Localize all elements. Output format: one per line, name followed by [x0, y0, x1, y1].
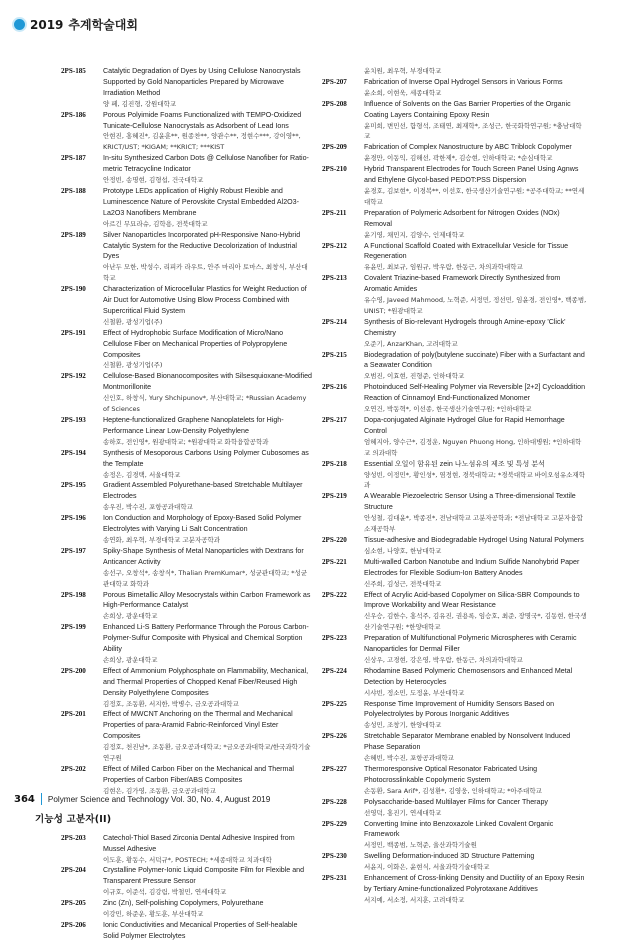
abstract-code: 2PS-213: [322, 274, 347, 283]
abstract-title: Response Time Improvement of Humidity Sensors Based on Polyelectrolytes by Porous Inorganic Additives: [364, 699, 555, 719]
abstract-body: [364, 557, 587, 590]
abstract-body: [103, 328, 313, 372]
abstract-code: 2PS-231: [322, 874, 347, 883]
abstract-authors: 서윤지, 이화은, 윤현식, 서울과학기술대학교: [364, 863, 490, 872]
abstract-authors: 손혜빈, 박수진, 포항공과대학교: [364, 754, 454, 763]
abstract-title: Synthesis of Bio-relevant Hydrogels through Amine-epoxy 'Click' Chemistry: [364, 317, 566, 337]
abstract-authors: 윤기영, 채민지, 김양수, 인제대학교: [364, 230, 465, 239]
abstract-code: 2PS-215: [322, 350, 347, 359]
abstract-code: 2PS-199: [61, 623, 86, 632]
abstract-entry: [322, 415, 587, 459]
abstract-authors: 안정빈, 송명현, 김형섭, 건국대학교: [103, 176, 204, 185]
abstract-entry: [61, 110, 313, 154]
abstract-body: [364, 77, 587, 99]
abstract-body: [103, 898, 313, 920]
abstract-authors: 이도훈, 황동수, 서덕규*, POSTECH; *세종대학교 치과대학: [103, 855, 272, 864]
abstract-authors: 서지예, 서소정, 서지훈, 고려대학교: [364, 895, 465, 904]
abstract-authors: 신인호, 하창식, Yury Shchipunov*, 부산대학교; *Russian Academy of Sciences: [103, 394, 307, 414]
abstract-body: [364, 164, 587, 208]
abstract-authors: 유윤민, 최보규, 임원규, 박우람, 한동근, 차의과학대학교: [364, 263, 523, 272]
abstract-title: Cellulose-Based Bionanocomposites with Silsesquioxane-Modified Montmorillonite: [103, 372, 312, 392]
abstract-code: 2PS-197: [61, 546, 86, 555]
abstract-code: [322, 66, 364, 77]
abstract-entry: [322, 699, 587, 732]
abstract-code: 2PS-188: [61, 186, 86, 195]
abstract-authors: 신주희, 김성근, 전북대학교: [364, 579, 442, 588]
abstract-title: Preparation of Polymeric Adsorbent for Nitrogen Oxides (NOx) Removal: [364, 208, 560, 228]
abstract-body: [103, 110, 313, 154]
abstract-title: Thermoresponsive Optical Resonator Fabricated Using Photocrosslinkable Copolymeric System: [364, 765, 538, 784]
abstract-body: [364, 731, 587, 764]
abstract-authors: 신철환, 광성기업(주): [103, 317, 163, 326]
abstract-code: 2PS-222: [322, 590, 347, 599]
journal-citation: Polymer Science and Technology Vol. 30, No. 4, August 2019: [47, 794, 271, 804]
abstract-body: [103, 371, 313, 415]
abstract-body: [103, 764, 313, 797]
abstract-body: [364, 491, 587, 535]
abstract-entry: [322, 731, 587, 764]
abstract-code: 2PS-207: [322, 77, 347, 86]
abstract-authors: 아난두 모한, 박성수, 리피카 라우트, 안주 마리아 토마스, 최창식, 부산대학교: [103, 263, 308, 283]
abstract-code: 2PS-192: [61, 372, 86, 381]
abstract-body: [103, 153, 313, 186]
abstract-title: Ion Conduction and Morphology of Epoxy-Based Solid Polymer Electrolytes with Varying Li Salt Concentration: [103, 514, 302, 534]
abstract-body: [103, 546, 313, 590]
abstract-authors: 이강민, 하준운, 황도훈, 부산대학교: [103, 910, 204, 919]
abstract-code: 2PS-224: [322, 666, 347, 675]
abstract-title: Catechol-Thiol Based Zirconia Dental Adhesive Inspired from Mussel Adhesive: [103, 833, 295, 853]
abstract-body: [364, 142, 587, 164]
abstract-entry: [61, 230, 313, 285]
abstract-title: Multi-walled Carbon Nanotube and Indium Sulfide Nanohybrid Paper Electrodes for Flexible Sodium-Ion Battery Anodes: [364, 557, 580, 577]
abstract-title: Effect of MWCNT Anchoring on the Thermal and Mechanical Properties of para-Aramid Fabric-Reinforced Vinyl Ester Composites: [103, 710, 293, 741]
abstract-entry: [61, 284, 313, 328]
page-number: 364: [14, 793, 35, 805]
abstract-authors: 선영덕, 홍진기, 연세대학교: [364, 808, 442, 817]
abstract-authors: 김현은, 김가영, 조동환, 금오공과대학교: [103, 786, 216, 795]
abstract-code: 2PS-205: [61, 899, 86, 908]
conference-year: 2019: [30, 17, 64, 32]
abstract-entry: [322, 66, 587, 77]
abstract-authors: 신우승, 김한수, 홍석주, 김유진, 권용록, 임승호, 최준, 장명국*, 김동현, 한국생산기술연구원; *한양대학교: [364, 612, 587, 632]
abstract-title: Effect of Acrylic Acid-based Copolymer on Silica-SBR Compounds to Improve Workability and Wear Resistance: [364, 590, 580, 610]
abstract-title: Characterization of Microcellular Plastics for Weight Reduction of Air Duct for Automotive Using Blow Process Combined with Supercritical Fluid System: [103, 285, 307, 315]
abstract-code: 2PS-217: [322, 416, 347, 424]
abstract-authors: 엄혜지아, 양수근*, 김정운, Nguyen Phuong Hong, 인하대병원; *인하대학교 의과대학: [364, 437, 582, 457]
abstract-authors: 안현진, 홍혜진*, 김윤훈**, 원종찬**, 양관수**, 정현수***, 강이영**, KRICT/UST; *KIGAM; **KRICT; ***KIST: [103, 132, 301, 152]
abstract-body: [364, 382, 587, 415]
abstract-authors: 시샤빈, 정소민, 도정윤, 부산대학교: [364, 688, 465, 697]
abstract-body: [364, 699, 587, 732]
abstract-body: [364, 797, 587, 819]
abstract-entry: [61, 371, 313, 415]
abstract-body: [103, 186, 313, 230]
abstract-title: Heptene-functionalized Graphene Nanoplatelets for High-Performance Linear Low-Density Polyethylene: [103, 416, 284, 435]
abstract-entry: [61, 415, 313, 448]
abstract-authors: 송하호, 전인영*, 원광대학교; *원광대학교 화학융합공학과: [103, 437, 269, 446]
abstract-entry: [322, 535, 587, 557]
abstract-entry: [322, 666, 587, 699]
abstract-title: Prototype LEDs application of Highly Robust Flexible and Luminescence Nature of Perovskite Crystal Embedded Al2O3-La2O3 Nanofibers Membrane: [103, 186, 299, 217]
abstract-title: Effect of Hydrophobic Surface Modification of Micro/Nano Cellulose Fiber on Mechanical Properties of Polypropylene Composites: [103, 328, 288, 359]
abstract-authors: 양성빈, 이정민*, 황인성*, 염정현, 경북대학교; *경북대학교 바이오섬유소재학과: [364, 470, 585, 490]
abstract-body: [364, 851, 587, 873]
abstract-entry: [61, 833, 313, 866]
abstract-title: Fabrication of Complex Nanostructure by ABC Triblock Copolymer: [364, 143, 572, 152]
abstract-code: 2PS-204: [61, 866, 86, 875]
abstract-code: 2PS-214: [322, 317, 347, 326]
abstract-entry: [61, 448, 313, 481]
abstract-title: Fabrication of Inverse Opal Hydrogel Sensors in Various Forms: [364, 77, 563, 86]
left-column: [35, 66, 313, 942]
abstract-code: 2PS-218: [322, 459, 347, 468]
abstract-body: [103, 284, 313, 328]
abstract-authors: 윤미희, 변민선, 함형석, 조태연, 최재학*, 조성근, 한국화학연구원; *충남대학교: [364, 121, 582, 141]
abstract-title: Effect of Milled Carbon Fiber on the Mechanical and Thermal Properties of Carbon Fiber/ABS Composites: [103, 765, 294, 784]
abstract-authors: 송성민, 조창기, 한양대학교: [364, 721, 442, 730]
abstract-entry: [322, 851, 587, 873]
abstract-code: 2PS-187: [61, 154, 86, 163]
abstract-authors: 심소현, 나양호, 한남대학교: [364, 546, 442, 555]
left-abstract-list-2: [61, 833, 313, 942]
abstract-code: 2PS-190: [61, 285, 86, 294]
abstract-entry: [322, 164, 587, 208]
abstract-title: Rhodamine Based Polymeric Chemosensors and Enhanced Metal Detection by Heterocycles: [364, 666, 573, 686]
abstract-body: [103, 480, 313, 513]
abstract-title: Biodegradation of poly(butylene succinate) Fiber with a Surfactant and a Seawater Condition: [364, 350, 585, 370]
abstract-code: 2PS-209: [322, 143, 347, 152]
abstract-title: In-situ Synthesized Carbon Dots @ Cellulose Nanofiber for Ratio-metric Tetracycline Indicator: [103, 154, 309, 174]
abstract-authors: 손희상, 광운대학교: [103, 655, 158, 664]
abstract-authors: 윤경호, 김보현*, 이경복**, 이선호, 한국생산기술연구원; *공주대학교; **연세대학교: [364, 186, 585, 206]
abstract-entry: [322, 797, 587, 819]
abstract-body: [364, 273, 587, 317]
page-footer: [14, 793, 270, 805]
abstract-authors: 김정호, 조동환, 서지한, 박병수, 금오공과대학교: [103, 699, 239, 708]
abstract-title: Photoinduced Self-Healing Polymer via Reversible [2+2] Cycloaddition Reaction of Cinnamoyl End-Functionalized Monomer: [364, 383, 586, 403]
abstract-title: Porous Bimetallic Alloy Mesocrystals within Carbon Framework as High-Performance Catalyst: [103, 590, 311, 610]
abstract-title: Silver Nanoparticles Incorporated pH-Responsive Nano-Hybrid Catalytic System for the Reductive Decolorization of Industrial Dyes: [103, 230, 301, 261]
abstract-body: [103, 66, 313, 110]
abstract-body: [103, 448, 313, 481]
abstract-entry: [61, 764, 313, 797]
abstract-entry: [322, 142, 587, 164]
abstract-code: 2PS-198: [61, 590, 86, 599]
abstract-code: 2PS-223: [322, 634, 347, 643]
abstract-title: Porous Polyimide Foams Functionalized with TEMPO-Oxidized Tunicate-Cellulose Nanocrystals as Adsorbent of Lead Ions: [103, 110, 302, 130]
abstract-entry: [322, 317, 587, 350]
abstract-entry: [61, 513, 313, 546]
abstract-code: 2PS-201: [61, 710, 86, 719]
conference-title: 추계학술대회: [68, 18, 138, 32]
abstract-code: 2PS-225: [322, 699, 347, 708]
abstract-title: Dopa-conjugated Alginate Hydrogel Glue for Rapid Hemorrhage Control: [364, 416, 565, 435]
abstract-code: 2PS-189: [61, 230, 86, 239]
abstract-entry: [322, 208, 587, 241]
abstract-body: [364, 873, 587, 906]
abstract-entry: [61, 153, 313, 186]
abstract-entry: [322, 382, 587, 415]
abstract-title: Gradient Assembled Polyurethane-based Stretchable Multilayer Electrodes: [103, 481, 303, 501]
abstract-body: [364, 764, 587, 797]
abstract-code: 2PS-191: [61, 328, 86, 337]
abstract-title: Ionic Conductivities and Mecanical Properties of Self-healable Solid Polymer Electrolytes: [103, 920, 298, 940]
abstract-title: Crystalline Polymer-Ionic Liquid Composite Film for Flexible and Transparent Pressure Sensor: [103, 866, 305, 886]
abstract-entry: [322, 491, 587, 535]
abstract-entry: [322, 819, 587, 852]
abstract-authors: 오연건, 박동혁*, 이선종, 한국생산기술연구원; *인하대학교: [364, 405, 532, 414]
abstract-entry: [322, 350, 587, 383]
abstract-body: [364, 666, 587, 699]
abstract-entry: [322, 633, 587, 666]
abstract-code: 2PS-200: [61, 666, 86, 675]
abstract-code: 2PS-212: [322, 241, 347, 250]
abstract-title: Covalent Triazine-based Framework Directly Synthesized from Aromatic Amides: [364, 274, 561, 294]
abstract-title: Stretchable Separator Membrane enabled by Nonsolvent Induced Phase Separation: [364, 732, 571, 752]
abstract-code: 2PS-208: [322, 99, 347, 108]
abstract-entry: [322, 99, 587, 143]
abstract-entry: [61, 480, 313, 513]
abstract-entry: [61, 865, 313, 898]
abstract-authors: 안성철, 김대윤*, 박종진*, 전남대학교 고분자공학과; *전남대학교 고분자융합소재공학부: [364, 514, 583, 534]
abstract-code: 2PS-195: [61, 481, 86, 490]
abstract-body: [364, 459, 587, 492]
abstract-authors: 윤소희, 이현욱, 세종대학교: [364, 88, 442, 97]
page-header: [14, 16, 138, 33]
abstract-code: 2PS-194: [61, 448, 86, 457]
abstract-body: [103, 920, 313, 942]
abstract-body: [103, 709, 313, 764]
abstract-entry: [322, 590, 587, 634]
abstract-authors: 송연화, 최우혁, 부경대학교 고분자공학과: [103, 535, 221, 544]
abstract-entry: [61, 186, 313, 230]
abstract-title: A Wearable Piezoelectric Sensor Using a Three-dimensional Textile Structure: [364, 492, 576, 512]
abstract-authors: 신철환, 광성기업(주): [103, 361, 163, 370]
abstract-body: [364, 241, 587, 274]
abstract-entry: [61, 920, 313, 942]
abstract-title: Tissue-adhesive and Biodegradable Hydrogel Using Natural Polymers: [364, 535, 584, 544]
abstract-body: [364, 317, 587, 350]
abstract-title: Zinc (Zn), Self-polishing Copolymers, Polyurethane: [103, 899, 264, 908]
abstract-title: Effect of Ammonium Polyphosphate on Flammability, Mechanical, and Thermal Properties of Chopped Kenaf Fiber/Reused High Density Polyethylene Composites: [103, 666, 309, 697]
abstract-title: Preparation of Multifunctional Polymeric Microspheres with Ceramic Nanoparticles for Dermal Filler: [364, 634, 577, 654]
abstract-entry: [322, 241, 587, 274]
abstract-title: Swelling Deformation-induced 3D Structure Patterning: [364, 852, 535, 861]
abstract-body: [103, 622, 313, 666]
abstract-authors: 신상우, 고경현, 강은영, 박우람, 한동근, 차의과학대학교: [364, 655, 523, 664]
abstract-code: 2PS-186: [61, 110, 86, 119]
abstract-body: [364, 208, 587, 241]
abstract-authors: 손동환, Sara Arif*, 김성환*, 김영웅, 인하대학교; *아주대학교: [364, 786, 542, 795]
abstract-title: Synthesis of Mesoporous Carbons Using Polymer Cubosomes as the Template: [103, 448, 309, 468]
abstract-body: [103, 666, 313, 710]
abstract-code: 2PS-216: [322, 383, 347, 392]
abstract-entry: [61, 328, 313, 372]
abstract-title: Catalytic Degradation of Dyes by Using Cellulose Nanocrystals Supported by Gold Nanoparticles Prepared by Microwave Irradiation Method: [103, 67, 301, 97]
abstract-entry: [322, 273, 587, 317]
abstract-body: [364, 590, 587, 634]
abstract-body: [364, 99, 587, 143]
abstract-code: 2PS-220: [322, 535, 347, 544]
abstract-authors: 김정호, 천진남*, 조동환, 금오공과대학교; *금오공과대학교/한국과학기술연구원: [103, 743, 311, 763]
abstract-code: 2PS-230: [322, 852, 347, 861]
abstract-title: Hybrid Transparent Electrodes for Touch Screen Panel Using Agnws and Ethylene Glycol-based PEDOT:PSS Dispersion: [364, 165, 579, 185]
abstract-code: 2PS-210: [322, 165, 347, 174]
conference-bullet-icon: [14, 19, 25, 30]
abstract-body: [364, 633, 587, 666]
abstract-entry: [322, 459, 587, 492]
abstract-authors: 오준기, AnzarKhan, 고려대학교: [364, 339, 458, 348]
left-abstract-list: [61, 66, 313, 797]
abstract-code: 2PS-211: [322, 208, 347, 217]
abstract-code: 2PS-228: [322, 797, 347, 806]
abstract-title: Essential 오일이 함유된 zein 나노섬유의 제조 및 특성 분석: [364, 459, 545, 468]
abstract-body: [103, 833, 313, 866]
abstract-code: 2PS-196: [61, 514, 86, 523]
abstract-authors: 송선구, 오창석*, 송창식*, Thalian PremKumar*, 성균관대학교; *성균관대학교 화학과: [103, 568, 308, 588]
abstract-code: 2PS-203: [61, 833, 86, 842]
abstract-authors: 윤경만, 이동익, 김해선, 곽한제*, 김승현, 인하대학교; *순심대학교: [364, 154, 553, 163]
abstract-code: 2PS-185: [61, 67, 86, 75]
abstract-title: Enhancement of Cross-linking Density and Ductility of an Epoxy Resin by Tertiary Amine-functionalized Polyrotaxane Additives: [364, 874, 585, 893]
abstract-code: 2PS-229: [322, 819, 347, 828]
abstract-authors: 아르긴 무묘라슈, 김학용, 전북대학교: [103, 219, 208, 228]
abstract-authors: 손희상, 광운대학교: [103, 612, 158, 621]
abstract-entry: [322, 77, 587, 99]
abstract-entry: [322, 557, 587, 590]
abstract-title: Converting Imine into Benzoxazole Linked Covalent Organic Framework: [364, 819, 554, 839]
abstract-body: [364, 66, 587, 77]
abstract-code: 2PS-206: [61, 920, 86, 929]
abstract-body: [103, 513, 313, 546]
abstract-authors: 오범진, 이효현, 진형준, 인하대학교: [364, 372, 465, 381]
abstract-title: A Functional Scaffold Coated with Extracellular Vesicle for Tissue Regeneration: [364, 241, 569, 261]
right-abstract-list: [322, 66, 587, 906]
abstract-title: Influence of Solvents on the Gas Barrier Properties of the Organic Coating Layers Containing Epoxy Resin: [364, 99, 571, 119]
section-heading: 기능성 고분자(II): [35, 813, 112, 825]
abstract-entry: [61, 546, 313, 590]
abstract-body: [103, 865, 313, 898]
abstract-authors: 유수영, Javeed Mahmood, 노혁준, 서정민, 정선민, 임윤경, 전인영*, 백종범, UNIST; *원광대학교: [364, 296, 587, 315]
abstract-title: Spiky-Shape Synthesis of Metal Nanoparticles with Dextrans for Anticancer Activity: [103, 546, 304, 566]
footer-divider: [41, 793, 42, 805]
abstract-authors: 이규호, 이준석, 김강림, 박철민, 연세대학교: [103, 888, 227, 897]
abstract-body: [364, 350, 587, 383]
abstract-entry: [61, 66, 313, 110]
abstract-entry: [322, 873, 587, 906]
abstract-entry: [61, 898, 313, 920]
abstract-title: Polysaccharide-based Multilayer Films for Cancer Therapy: [364, 797, 548, 806]
abstract-code: 2PS-219: [322, 492, 347, 501]
abstract-title: Enhanced Li-S Battery Performance Through the Porous Carbon-Polymer-Sulfur Composite with Physical and Chemical Sorption Ability: [103, 623, 309, 654]
abstract-body: [103, 230, 313, 285]
abstract-entry: [61, 666, 313, 710]
abstract-code: 2PS-202: [61, 765, 86, 773]
abstract-authors: 송우진, 박수진, 포항공과대학교: [103, 503, 193, 512]
abstract-authors: 서정민, 백종범, 노혁준, 울산과학기술원: [364, 841, 477, 850]
abstract-body: [103, 590, 313, 623]
abstract-authors: 윤치원, 최우혁, 부경대학교: [364, 67, 442, 75]
abstract-entry: [61, 709, 313, 764]
abstract-body: [364, 819, 587, 852]
abstract-body: [364, 535, 587, 557]
abstract-code: 2PS-227: [322, 765, 347, 773]
abstract-entry: [61, 590, 313, 623]
right-column: [322, 66, 587, 906]
abstract-body: [364, 415, 587, 459]
abstract-code: 2PS-193: [61, 416, 86, 424]
abstract-authors: 송정은, 김경택, 서울대학교: [103, 470, 181, 479]
abstract-body: [103, 415, 313, 448]
abstract-authors: 양 페, 김진형, 강원대학교: [103, 99, 177, 108]
abstract-entry: [322, 764, 587, 797]
abstract-code: 2PS-226: [322, 732, 347, 741]
abstract-entry: [61, 622, 313, 666]
abstract-code: 2PS-221: [322, 557, 347, 566]
